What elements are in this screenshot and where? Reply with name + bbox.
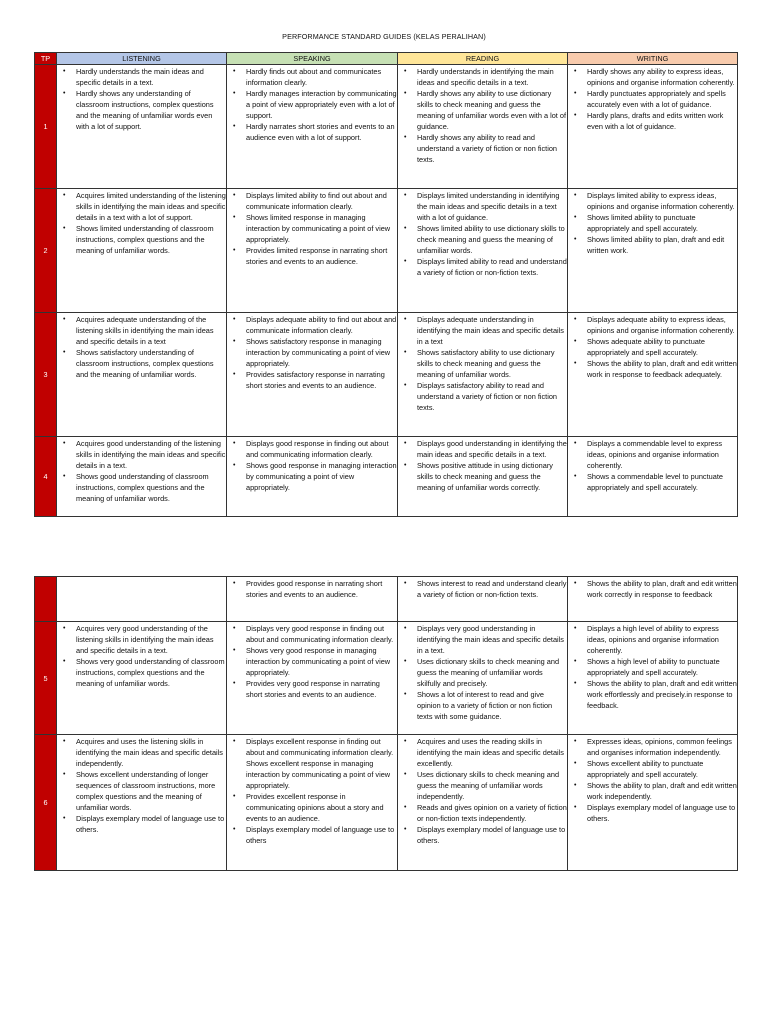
header-listening: LISTENING	[57, 53, 227, 65]
descriptor-item: • Shows the ability to plan, draft and edit written work effortlessly and precisely.in response to feedback.	[587, 678, 737, 711]
descriptor-item: • Displays a commendable level to express ideas, opinions and organise information coherently.	[587, 438, 737, 471]
descriptor-item: • Displays exemplary model of language use to others.	[417, 824, 567, 846]
descriptor-item: • Provides very good response in narrating short stories and events to an audience.	[246, 678, 397, 700]
reading-cell	[398, 735, 568, 871]
descriptor-item: • Shows a high level of ability to punctuate appropriately and spell accurately.	[587, 656, 737, 678]
descriptor-item: • Displays satisfactory ability to read and understand a variety of fiction or non fiction texts.	[417, 380, 567, 413]
speaking-cell	[227, 437, 398, 517]
descriptor-item: • Shows very good understanding of classroom instructions, complex questions and the meaning of unfamiliar words.	[76, 656, 226, 689]
descriptor-item: • Shows limited ability to punctuate appropriately and spell accurately.	[587, 212, 737, 234]
tp-level: 3	[35, 313, 57, 437]
descriptor-item: • Provides excellent response in communicating opinions about a story and events to an audience.	[246, 791, 397, 824]
writing-cell	[568, 437, 738, 517]
reading-descriptor-list	[398, 736, 567, 846]
reading-cell	[398, 577, 568, 622]
listening-cell	[57, 577, 227, 622]
speaking-cell	[227, 577, 398, 622]
descriptor-item: • Shows good response in managing interaction by communicating a point of view appropriately.	[246, 460, 397, 493]
speaking-cell	[227, 735, 398, 871]
listening-descriptor-list	[57, 623, 226, 689]
descriptor-item: • Shows satisfactory response in managing interaction by communicating a point of view appropriately.	[246, 336, 397, 369]
descriptor-item: • Shows interest to read and understand clearly a variety of fiction or non-fiction texts.	[417, 578, 567, 600]
descriptor-item: • Hardly punctuates appropriately and spells accurately even with a lot of guidance.	[587, 88, 737, 110]
descriptor-item: • Hardly shows any ability to use dictionary skills to check meaning and guess the meaning of unfamiliar words even with a lot of guidance.	[417, 88, 567, 132]
speaking-descriptor-list	[227, 623, 397, 700]
performance-table-page-2	[34, 576, 738, 871]
listening-cell	[57, 313, 227, 437]
tp-level: 6	[35, 735, 57, 871]
descriptor-item: • Shows a lot of interest to read and give opinion to a variety of fiction or non fiction texts with some guidance.	[417, 689, 567, 722]
reading-cell	[398, 437, 568, 517]
tp-level: 5	[35, 622, 57, 735]
descriptor-item: • Shows limited ability to use dictionary skills to check meaning and guess the meaning of unfamiliar words.	[417, 223, 567, 256]
tp-level: 1	[35, 65, 57, 189]
listening-cell	[57, 189, 227, 313]
speaking-descriptor-list	[227, 66, 397, 143]
table-row	[35, 577, 738, 622]
descriptor-item: • Shows limited understanding of classroom instructions, complex questions and the meaning of unfamiliar words.	[76, 223, 226, 256]
descriptor-item: • Reads and gives opinion on a variety of fiction or non-fiction texts independently.	[417, 802, 567, 824]
descriptor-item: • Displays good understanding in identifying the main ideas and specific details in a text.	[417, 438, 567, 460]
writing-descriptor-list	[568, 438, 737, 493]
descriptor-item: • Shows excellent understanding of longer sequences of classroom instructions, more complex questions and the meaning of unfamiliar words.	[76, 769, 226, 813]
listening-cell	[57, 622, 227, 735]
descriptor-item: • Provides limited response in narrating short stories and events to an audience.	[246, 245, 397, 267]
header-speaking: SPEAKING	[227, 53, 398, 65]
descriptor-item: • Displays very good understanding in identifying the main ideas and specific details in a text.	[417, 623, 567, 656]
descriptor-item: • Displays limited ability to express ideas, opinions and organise information coherently.	[587, 190, 737, 212]
table-row	[35, 65, 738, 189]
descriptor-item: • Shows adequate ability to punctuate appropriately and spell accurately.	[587, 336, 737, 358]
descriptor-item: • Shows satisfactory understanding of classroom instructions, complex questions and the meaning of unfamiliar words.	[76, 347, 226, 380]
performance-table-page-1	[34, 52, 738, 517]
descriptor-item: • Hardly understands in identifying the main ideas and specific details in a text.	[417, 66, 567, 88]
writing-cell	[568, 622, 738, 735]
descriptor-item: • Displays adequate understanding in identifying the main ideas and specific details in a text	[417, 314, 567, 347]
speaking-descriptor-list	[227, 190, 397, 267]
descriptor-item: • Provides good response in narrating short stories and events to an audience.	[246, 578, 397, 600]
listening-descriptor-list	[57, 190, 226, 256]
descriptor-item: • Hardly plans, drafts and edits written work even with a lot of guidance.	[587, 110, 737, 132]
listening-cell	[57, 65, 227, 189]
descriptor-item: • Displays adequate ability to find out about and communicate information clearly.	[246, 314, 397, 336]
speaking-cell	[227, 189, 398, 313]
writing-descriptor-list	[568, 578, 737, 600]
reading-descriptor-list	[398, 623, 567, 722]
writing-cell	[568, 735, 738, 871]
descriptor-item: • Shows limited ability to plan, draft and edit written work.	[587, 234, 737, 256]
listening-descriptor-list	[57, 314, 226, 380]
descriptor-item: • Acquires very good understanding of the listening skills in identifying the main ideas and specific details in a text.	[76, 623, 226, 656]
listening-cell	[57, 735, 227, 871]
reading-descriptor-list	[398, 66, 567, 165]
descriptor-item: • Hardly finds out about and communicates information clearly.	[246, 66, 397, 88]
descriptor-item: • Displays exemplary model of language use to others.	[76, 813, 226, 835]
header-tp: TP	[35, 53, 57, 65]
table-row	[35, 189, 738, 313]
descriptor-item: • Expresses ideas, opinions, common feelings and organises information independently.	[587, 736, 737, 758]
writing-cell	[568, 577, 738, 622]
reading-cell	[398, 622, 568, 735]
descriptor-item: • Shows the ability to plan, draft and edit written work correctly in response to feedback	[587, 578, 737, 600]
header-reading: READING	[398, 53, 568, 65]
descriptor-item: • Displays good response in finding out about and communicating information clearly.	[246, 438, 397, 460]
document-title: PERFORMANCE STANDARD GUIDES (KELAS PERALIHAN)	[282, 32, 486, 41]
descriptor-item: • Displays exemplary model of language use to others	[246, 824, 397, 846]
descriptor-item: • Displays very good response in finding out about and communicating information clearly.	[246, 623, 397, 645]
descriptor-item: • Displays adequate ability to express ideas, opinions and organise information coherently.	[587, 314, 737, 336]
table-row	[35, 622, 738, 735]
reading-cell	[398, 313, 568, 437]
writing-cell	[568, 65, 738, 189]
descriptor-item: • Shows limited response in managing interaction by communicating a point of view appropriately.	[246, 212, 397, 245]
reading-cell	[398, 65, 568, 189]
table-row	[35, 313, 738, 437]
descriptor-item: • Shows the ability to plan, draft and edit written work in response to feedback adequately.	[587, 358, 737, 380]
speaking-cell	[227, 313, 398, 437]
descriptor-item: • Acquires and uses the listening skills in identifying the main ideas and specific details independently.	[76, 736, 226, 769]
reading-cell	[398, 189, 568, 313]
tp-level: 2	[35, 189, 57, 313]
descriptor-item: • Hardly manages interaction by communicating a point of view appropriately even with a lot of support.	[246, 88, 397, 121]
writing-cell	[568, 313, 738, 437]
descriptor-item: • Shows very good response in managing interaction by communicating a point of view appropriately.	[246, 645, 397, 678]
descriptor-item: • Displays exemplary model of language use to others.	[587, 802, 737, 824]
reading-descriptor-list	[398, 190, 567, 278]
descriptor-item: • Acquires adequate understanding of the listening skills in identifying the main ideas and specific details in a text	[76, 314, 226, 347]
descriptor-item: • Displays a high level of ability to express ideas, opinions and organise information coherently.	[587, 623, 737, 656]
descriptor-item: • Acquires good understanding of the listening skills in identifying the main ideas and specific details in a text.	[76, 438, 226, 471]
writing-descriptor-list	[568, 314, 737, 380]
descriptor-item: • Acquires limited understanding of the listening skills in identifying the main ideas and specific details in a text with a lot of support.	[76, 190, 226, 223]
descriptor-item: • Hardly shows any understanding of classroom instructions, complex questions and the meaning of unfamiliar words even with a lot of support.	[76, 88, 226, 132]
writing-descriptor-list	[568, 66, 737, 132]
descriptor-item: • Hardly shows any ability to express ideas, opinions and organise information coherently.	[587, 66, 737, 88]
writing-descriptor-list	[568, 190, 737, 256]
speaking-descriptor-list	[227, 438, 397, 493]
descriptor-item: • Shows good understanding of classroom instructions, complex questions and the meaning of unfamiliar words.	[76, 471, 226, 504]
writing-descriptor-list	[568, 623, 737, 711]
descriptor-item: • Shows excellent ability to punctuate appropriately and spell accurately.	[587, 758, 737, 780]
descriptor-item: • Shows a commendable level to punctuate appropriately and spell accurately.	[587, 471, 737, 493]
tp-level: 4	[35, 437, 57, 517]
descriptor-item: • Shows the ability to plan, draft and edit written work independently.	[587, 780, 737, 802]
listening-descriptor-list	[57, 438, 226, 504]
descriptor-item: • Displays limited ability to read and understand a variety of fiction or non-fiction texts.	[417, 256, 567, 278]
header-row	[35, 53, 738, 65]
reading-descriptor-list	[398, 314, 567, 413]
listening-descriptor-list	[57, 736, 226, 835]
tp-level	[35, 577, 57, 622]
descriptor-item: • Hardly understands the main ideas and specific details in a text.	[76, 66, 226, 88]
speaking-descriptor-list	[227, 578, 397, 600]
descriptor-item: • Hardly shows any ability to read and understand a variety of fiction or non fiction texts.	[417, 132, 567, 165]
descriptor-item: • Shows positive attitude in using dictionary skills to check meaning and guess the meaning of unfamiliar words correctly.	[417, 460, 567, 493]
descriptor-item: • Uses dictionary skills to check meaning and guess the meaning of unfamiliar words skilfully and precisely.	[417, 656, 567, 689]
descriptor-item: • Displays limited understanding in identifying the main ideas and specific details in a text with a lot of guidance.	[417, 190, 567, 223]
table-row	[35, 437, 738, 517]
speaking-cell	[227, 622, 398, 735]
descriptor-item: • Hardly narrates short stories and events to an audience even with a lot of support.	[246, 121, 397, 143]
speaking-descriptor-list	[227, 736, 397, 846]
descriptor-item: • Displays excellent response in finding out about and communicating information clearly. Shows excellent response in managing interaction by communicating a point of view appropriately.	[246, 736, 397, 791]
speaking-descriptor-list	[227, 314, 397, 391]
table-row	[35, 735, 738, 871]
speaking-cell	[227, 65, 398, 189]
reading-descriptor-list	[398, 578, 567, 600]
writing-cell	[568, 189, 738, 313]
descriptor-item: • Shows satisfactory ability to use dictionary skills to check meaning and guess the meaning of unfamiliar words.	[417, 347, 567, 380]
writing-descriptor-list	[568, 736, 737, 824]
descriptor-item: • Displays limited ability to find out about and communicate information clearly.	[246, 190, 397, 212]
reading-descriptor-list	[398, 438, 567, 493]
descriptor-item: • Provides satisfactory response in narrating short stories and events to an audience.	[246, 369, 397, 391]
header-writing: WRITING	[568, 53, 738, 65]
listening-cell	[57, 437, 227, 517]
descriptor-item: • Uses dictionary skills to check meaning and guess the meaning of unfamiliar words independently.	[417, 769, 567, 802]
descriptor-item: • Acquires and uses the reading skills in identifying the main ideas and specific details excellently.	[417, 736, 567, 769]
listening-descriptor-list	[57, 66, 226, 132]
